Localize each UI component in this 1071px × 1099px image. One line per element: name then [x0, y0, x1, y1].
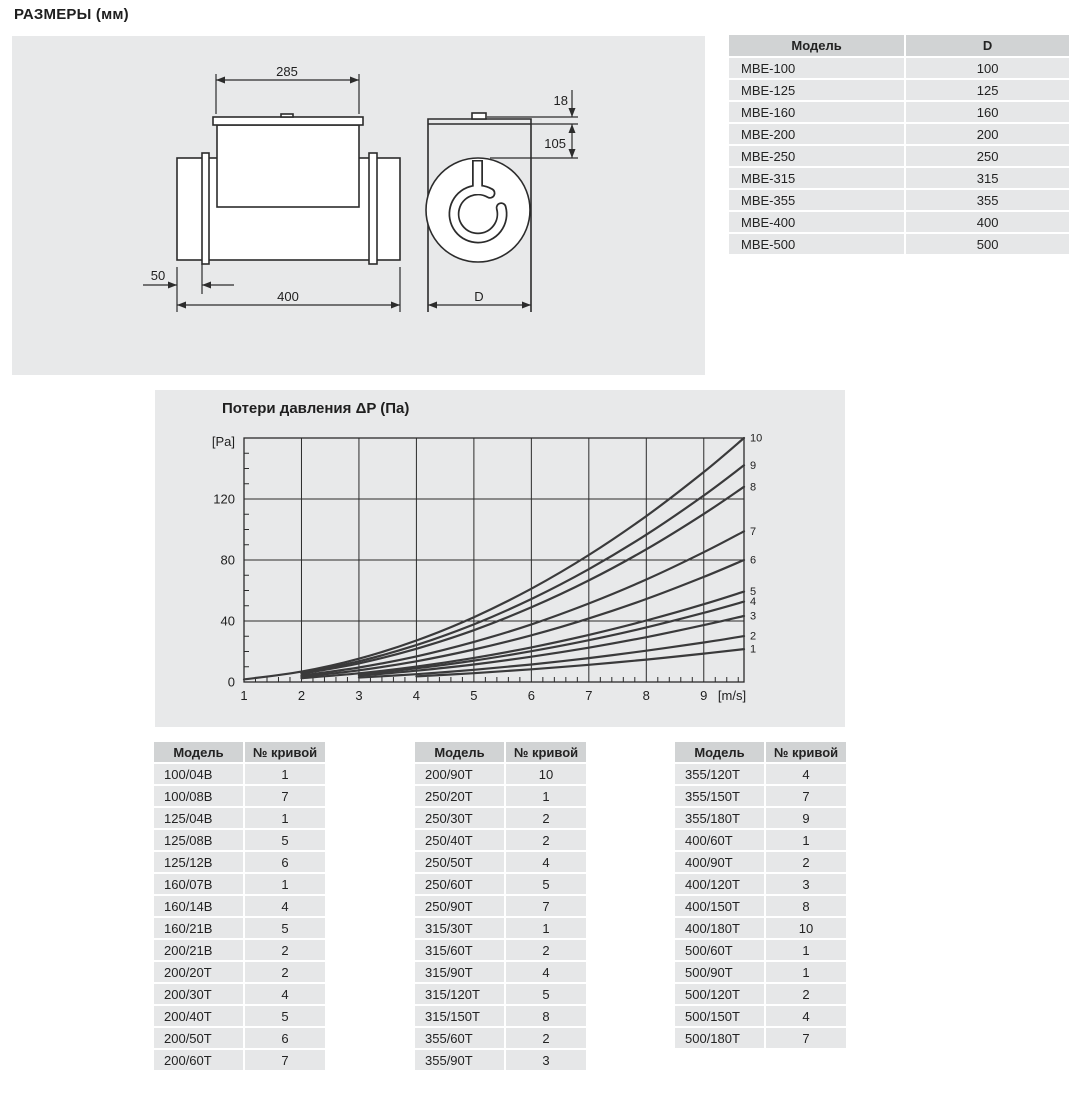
- table-header-row: [729, 35, 1069, 56]
- value-cell: 7: [766, 786, 846, 806]
- value-cell: 5: [245, 830, 325, 850]
- terminal-box: [217, 125, 359, 207]
- table-row: [154, 830, 325, 850]
- model-cell: 200/30T: [154, 984, 243, 1004]
- model-cell: 500/120T: [675, 984, 764, 1004]
- x-tick-label: 7: [585, 688, 593, 703]
- model-cell: 355/90T: [415, 1050, 504, 1070]
- value-cell: 6: [245, 852, 325, 872]
- value-cell: 400: [906, 212, 1069, 232]
- x-tick-label: 2: [297, 688, 306, 703]
- table: [673, 740, 848, 1050]
- value-cell: 3: [766, 874, 846, 894]
- table: [727, 33, 1071, 256]
- model-cell: 250/90T: [415, 896, 504, 916]
- header-cell: Модель: [415, 742, 504, 762]
- model-cell: 315/150T: [415, 1006, 504, 1026]
- model-cell: 125/12B: [154, 852, 243, 872]
- terminal-box-lid: [213, 117, 363, 125]
- model-cell: 250/30T: [415, 808, 504, 828]
- value-cell: 125: [906, 80, 1069, 100]
- table-header-row: [675, 742, 846, 762]
- model-cell: 200/21B: [154, 940, 243, 960]
- table-row: [415, 874, 586, 894]
- pressure-loss-chart-panel: [155, 390, 845, 727]
- y-tick-label: 80: [220, 552, 235, 568]
- header-cell: D: [906, 35, 1069, 56]
- table-header-row: [154, 742, 325, 762]
- table-row: [415, 940, 586, 960]
- header-cell: Модель: [154, 742, 243, 762]
- model-cell: 355/180T: [675, 808, 764, 828]
- value-cell: 2: [245, 962, 325, 982]
- value-cell: 10: [506, 764, 586, 784]
- x-tick-label: 8: [642, 688, 650, 703]
- value-cell: 10: [766, 918, 846, 938]
- value-cell: 7: [766, 1028, 846, 1048]
- curve-label-4: 4: [750, 596, 757, 609]
- model-cell: 160/21B: [154, 918, 243, 938]
- value-cell: 7: [245, 786, 325, 806]
- table-row: [729, 80, 1069, 100]
- model-cell: 250/40T: [415, 830, 504, 850]
- model-cell: 250/20T: [415, 786, 504, 806]
- model-cell: MBE-160: [729, 102, 904, 122]
- value-cell: 2: [766, 852, 846, 872]
- dimensions-drawing-panel: [12, 36, 705, 375]
- value-cell: 4: [245, 984, 325, 1004]
- model-cell: 315/30T: [415, 918, 504, 938]
- value-cell: 1: [766, 830, 846, 850]
- table-row: [675, 830, 846, 850]
- model-cell: 100/08B: [154, 786, 243, 806]
- model-cell: 400/150T: [675, 896, 764, 916]
- table-row: [154, 918, 325, 938]
- table-row: [415, 852, 586, 872]
- table-row: [729, 168, 1069, 188]
- table-row: [154, 808, 325, 828]
- table-row: [675, 984, 846, 1004]
- x-tick-label: 5: [470, 688, 478, 703]
- table-row: [415, 830, 586, 850]
- x-tick-label: 1: [240, 688, 248, 703]
- value-cell: 4: [245, 896, 325, 916]
- model-cell: 500/180T: [675, 1028, 764, 1048]
- dim-terminal-height: 105: [544, 136, 566, 151]
- table-row: [154, 786, 325, 806]
- front-lid-handle: [472, 113, 486, 119]
- curve-table-2: [413, 740, 588, 1072]
- table-row: [415, 1006, 586, 1026]
- model-cell: MBE-200: [729, 124, 904, 144]
- model-cell: 355/150T: [675, 786, 764, 806]
- value-cell: 160: [906, 102, 1069, 122]
- right-flange: [369, 153, 377, 264]
- model-cell: 400/120T: [675, 874, 764, 894]
- value-cell: 1: [245, 808, 325, 828]
- model-cell: 200/40T: [154, 1006, 243, 1026]
- value-cell: 4: [506, 962, 586, 982]
- model-cell: 400/60T: [675, 830, 764, 850]
- model-cell: 100/04B: [154, 764, 243, 784]
- y-tick-label: 40: [220, 613, 235, 629]
- model-cell: 315/60T: [415, 940, 504, 960]
- model-cell: 250/60T: [415, 874, 504, 894]
- table: [152, 740, 327, 1072]
- table-row: [729, 58, 1069, 78]
- table-row: [729, 102, 1069, 122]
- value-cell: 1: [245, 874, 325, 894]
- table-row: [154, 940, 325, 960]
- table-row: [154, 896, 325, 916]
- models-diameter-table: [727, 33, 1071, 256]
- header-cell: № кривой: [766, 742, 846, 762]
- model-cell: 400/90T: [675, 852, 764, 872]
- model-cell: MBE-125: [729, 80, 904, 100]
- x-tick-label: 9: [700, 688, 708, 703]
- table-row: [675, 940, 846, 960]
- table-row: [675, 1006, 846, 1026]
- value-cell: 8: [506, 1006, 586, 1026]
- model-cell: 125/08B: [154, 830, 243, 850]
- model-cell: 315/120T: [415, 984, 504, 1004]
- x-tick-label: 3: [355, 688, 363, 703]
- y-tick-label: 120: [213, 491, 235, 507]
- curve-label-1: 1: [750, 643, 757, 656]
- table-row: [675, 962, 846, 982]
- curve-label-6: 6: [750, 554, 757, 567]
- curve-label-7: 7: [750, 525, 757, 538]
- value-cell: 200: [906, 124, 1069, 144]
- value-cell: 5: [245, 1006, 325, 1026]
- model-cell: 500/90T: [675, 962, 764, 982]
- dim-lid-height: 18: [553, 93, 568, 108]
- value-cell: 2: [245, 940, 325, 960]
- pressure-chart-svg: [155, 390, 845, 727]
- table-row: [675, 874, 846, 894]
- table-row: [415, 786, 586, 806]
- table-row: [729, 146, 1069, 166]
- model-cell: 355/120T: [675, 764, 764, 784]
- table-row: [729, 212, 1069, 232]
- y-tick-label: 0: [227, 674, 235, 690]
- value-cell: 6: [245, 1028, 325, 1048]
- model-cell: 160/07B: [154, 874, 243, 894]
- value-cell: 5: [506, 984, 586, 1004]
- dim-box-width: 285: [276, 64, 298, 79]
- table-row: [415, 764, 586, 784]
- lid-handle: [281, 114, 293, 117]
- curve-label-9: 9: [750, 459, 757, 472]
- table-row: [154, 962, 325, 982]
- model-cell: 200/20T: [154, 962, 243, 982]
- value-cell: 7: [506, 896, 586, 916]
- value-cell: 3: [506, 1050, 586, 1070]
- value-cell: 1: [245, 764, 325, 784]
- model-cell: 200/60T: [154, 1050, 243, 1070]
- model-cell: MBE-400: [729, 212, 904, 232]
- table-row: [675, 1028, 846, 1048]
- x-tick-label: 6: [527, 688, 535, 703]
- value-cell: 2: [506, 808, 586, 828]
- x-tick-label: 4: [412, 688, 421, 703]
- value-cell: 4: [766, 1006, 846, 1026]
- curve-table-3: [673, 740, 848, 1050]
- curve-label-3: 3: [750, 610, 757, 623]
- curve-label-10: 10: [750, 432, 763, 445]
- model-cell: 160/14B: [154, 896, 243, 916]
- value-cell: 8: [766, 896, 846, 916]
- duct-heater-drawing: [12, 36, 705, 375]
- value-cell: 2: [506, 830, 586, 850]
- table-row: [154, 852, 325, 872]
- left-flange: [202, 153, 209, 264]
- dim-length: 400: [277, 289, 299, 304]
- table-header-row: [415, 742, 586, 762]
- value-cell: 1: [506, 786, 586, 806]
- model-cell: 200/90T: [415, 764, 504, 784]
- header-cell: Модель: [675, 742, 764, 762]
- table-row: [154, 984, 325, 1004]
- chart-curves: [244, 438, 744, 679]
- model-cell: 355/60T: [415, 1028, 504, 1048]
- table-row: [415, 1050, 586, 1070]
- value-cell: 4: [766, 764, 846, 784]
- value-cell: 4: [506, 852, 586, 872]
- table-row: [154, 874, 325, 894]
- value-cell: 5: [245, 918, 325, 938]
- model-cell: 250/50T: [415, 852, 504, 872]
- value-cell: 5: [506, 874, 586, 894]
- header-cell: № кривой: [245, 742, 325, 762]
- table-row: [729, 190, 1069, 210]
- value-cell: 1: [506, 918, 586, 938]
- model-cell: 125/04B: [154, 808, 243, 828]
- table-row: [675, 786, 846, 806]
- model-cell: 500/150T: [675, 1006, 764, 1026]
- value-cell: 9: [766, 808, 846, 828]
- table-row: [154, 1050, 325, 1070]
- table-row: [675, 808, 846, 828]
- table: [413, 740, 588, 1072]
- table-row: [729, 234, 1069, 254]
- page-title: РАЗМЕРЫ (мм): [14, 6, 129, 23]
- value-cell: 2: [506, 1028, 586, 1048]
- value-cell: 1: [766, 962, 846, 982]
- table-row: [675, 764, 846, 784]
- table-row: [154, 1006, 325, 1026]
- value-cell: 500: [906, 234, 1069, 254]
- dim-diameter: D: [474, 289, 484, 304]
- model-cell: MBE-500: [729, 234, 904, 254]
- model-cell: 200/50T: [154, 1028, 243, 1048]
- y-unit-label: [Pa]: [211, 434, 235, 449]
- value-cell: 7: [245, 1050, 325, 1070]
- value-cell: 250: [906, 146, 1069, 166]
- model-cell: 400/180T: [675, 918, 764, 938]
- table-row: [154, 764, 325, 784]
- model-cell: MBE-250: [729, 146, 904, 166]
- table-row: [675, 896, 846, 916]
- value-cell: 100: [906, 58, 1069, 78]
- value-cell: 1: [766, 940, 846, 960]
- table-row: [154, 1028, 325, 1048]
- table-row: [415, 962, 586, 982]
- model-cell: 500/60T: [675, 940, 764, 960]
- side-view: [177, 114, 400, 264]
- value-cell: 2: [506, 940, 586, 960]
- value-cell: 2: [766, 984, 846, 1004]
- curve-table-1: [152, 740, 327, 1072]
- model-cell: MBE-100: [729, 58, 904, 78]
- table-row: [675, 918, 846, 938]
- curve-label-5: 5: [750, 586, 757, 599]
- table-row: [415, 896, 586, 916]
- model-cell: 315/90T: [415, 962, 504, 982]
- curve-label-2: 2: [750, 630, 757, 643]
- model-cell: MBE-355: [729, 190, 904, 210]
- chart-title: Потери давления ΔP (Па): [222, 400, 410, 417]
- table-row: [415, 918, 586, 938]
- header-cell: Модель: [729, 35, 904, 56]
- header-cell: № кривой: [506, 742, 586, 762]
- value-cell: 355: [906, 190, 1069, 210]
- model-cell: MBE-315: [729, 168, 904, 188]
- front-view: [426, 113, 531, 312]
- table-row: [415, 984, 586, 1004]
- table-row: [675, 852, 846, 872]
- value-cell: 315: [906, 168, 1069, 188]
- dim-flange-offset: 50: [150, 268, 166, 283]
- table-row: [415, 808, 586, 828]
- table-row: [415, 1028, 586, 1048]
- curve-9: [301, 465, 744, 673]
- curve-10: [244, 438, 744, 679]
- table-row: [729, 124, 1069, 144]
- curve-label-8: 8: [750, 481, 757, 494]
- x-unit-label: [m/s]: [717, 688, 747, 703]
